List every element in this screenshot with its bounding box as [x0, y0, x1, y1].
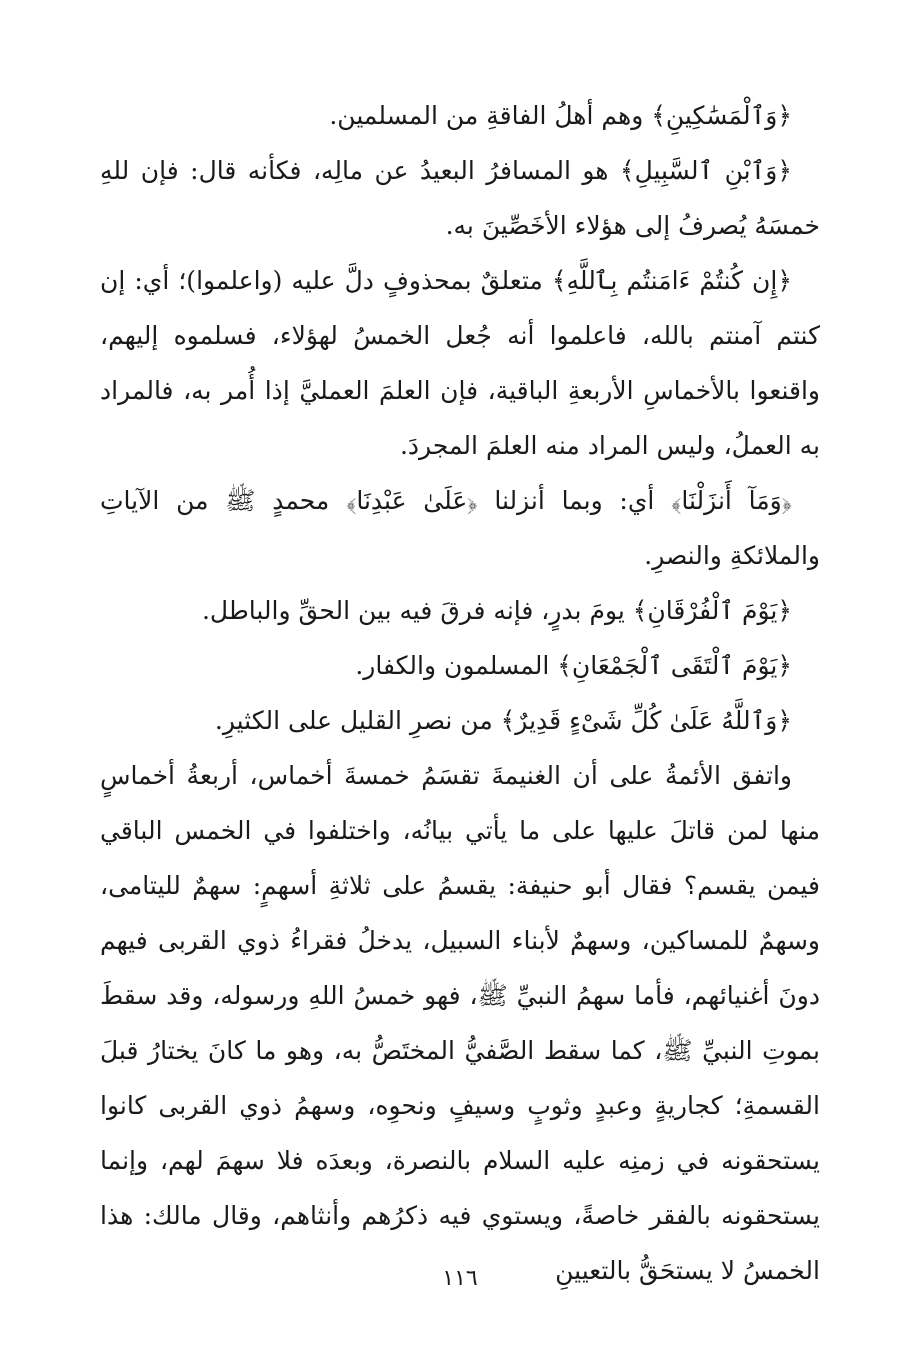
paragraph-yawm-al-furqan: ﴿يَوْمَ ٱلْفُرْقَانِ﴾ يومَ بدرٍ، فإنه فرقَ فيه بين الحقِّ والباطل. — [201, 596, 792, 625]
paragraph-wa-ma-anzalna: ﴿وَمَآ أَنزَلْنَا﴾ أي: وبما أنزلنا ﴿عَلَىٰ عَبْدِنَا﴾ محمدٍ ﷺ من الآياتِ والملائكةِ والنصرِ. — [100, 486, 820, 570]
page-body — [100, 88, 820, 1298]
paragraph-ibn-sabil: ﴿وَٱبْنِ ٱلسَّبِيلِ﴾ هو المسافرُ البعيدُ عن مالِه، فكأنه قال: فإن للهِ خمسَهُ يُصرفُ إلى هؤلاء الأخَصِّينَ به. — [100, 156, 820, 240]
page-number: ١١٦ — [442, 1266, 478, 1291]
paragraph-qadir: ﴿وَٱللَّهُ عَلَىٰ كُلِّ شَىْءٍ قَدِيرٌ﴾ من نصرِ القليل على الكثيرِ. — [214, 706, 792, 735]
paragraph-in-kuntum: ﴿إِن كُنتُمْ ءَامَنتُم بِٱللَّهِ﴾ متعلقٌ بمحذوفٍ دلَّ عليه (واعلموا)؛ أي: إن كنتم آمنتم بالله، فاعلموا أنه جُعل الخمسُ لهؤلاء، فسلموه إليهم، واقنعوا بالأخماسِ الأربعةِ الباقية، فإن العلمَ العمليَّ إذا أُمر به، فالمراد به العملُ، وليس المراد منه العلمَ المجردَ. — [100, 266, 820, 460]
paragraph-yawm-iltaqa: ﴿يَوْمَ ٱلْتَقَى ٱلْجَمْعَانِ﴾ المسلمون والكفار. — [355, 651, 792, 680]
paragraph-ghanima-division: واتفق الأئمةُ على أن الغنيمةَ تقسَمُ خمسةَ أخماس، أربعةُ أخماسٍ منها لمن قاتلَ عليها على ما يأتي بيانُه، واختلفوا في الخمس الباقي فيمن يقسم؟ فقال أبو حنيفة: يقسمُ على ثلاثةِ أسهمٍ: سهمٌ لليتامى، وسهمٌ للمساكين، وسهمٌ لأبناء السبيل، يدخلُ فقراءُ ذوي القربى فيهم دونَ أغنيائهم، فأما سهمُ النبيِّ ﷺ، فهو خمسُ اللهِ ورسوله، وقد سقطَ بموتِ النبيِّ ﷺ، كما سقط الصَّفيُّ المختَصُّ به، وهو ما كانَ يختارُ قبلَ القسمةِ؛ كجاريةٍ وعبدٍ وثوبٍ وسيفٍ ونحوِه، وسهمُ ذوي القربى كانوا يستحقونه في زمنِه عليه السلام بالنصرة، وبعدَه فلا سهمَ لهم، وإنما يستحقونه بالفقر خاصةً، ويستوي فيه ذكرُهم وأنثاهم، وقال مالك: هذا الخمسُ لا يستحَقُّ بالتعيينِ — [100, 761, 820, 1285]
paragraph-masakin: ﴿وَٱلْمَسَٰكِينِ﴾ وهم أهلُ الفاقةِ من المسلمين. — [329, 101, 792, 130]
